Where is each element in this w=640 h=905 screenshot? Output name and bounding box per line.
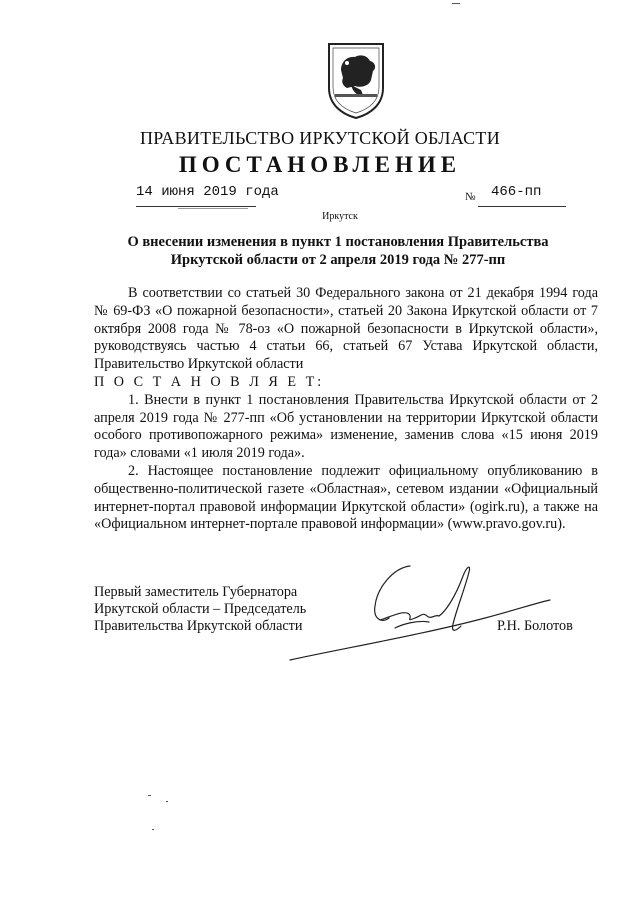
document-type-heading: ПОСТАНОВЛЕНИЕ	[178, 152, 462, 177]
document-date: 14 июня 2019 года	[136, 184, 279, 200]
coat-of-arms-icon	[325, 40, 387, 120]
signer-title-line: Иркутской области – Председатель	[94, 601, 307, 617]
scan-speck	[166, 801, 168, 802]
scan-speck	[148, 795, 151, 796]
item-1-paragraph: 1. Внести в пункт 1 постановления Правительства Иркутской области от 2 апреля 2019 года № 277-пп «Об установлении на территории Иркутской области особого противопожарного режима» изменение, заменив слова «15 июня 2019 года» словами «1 июля 2019 года».	[94, 391, 598, 462]
number-sign: №	[465, 191, 476, 203]
scan-speck	[178, 208, 248, 209]
document-subject: О внесении изменения в пункт 1 постановления Правительства Иркутской области от 2 апреля 2019 года № 277-пп	[127, 234, 549, 268]
government-title: ПРАВИТЕЛЬСТВО ИРКУТСКОЙ ОБЛАСТИ	[139, 128, 501, 148]
signer-title-line: Первый заместитель Губернатора	[94, 584, 298, 600]
signer-title	[94, 584, 306, 635]
city-label: Иркутск	[322, 211, 358, 222]
signer-name: Р.Н. Болотов	[497, 618, 573, 634]
signer-title-line: Правительства Иркутской области	[94, 618, 303, 634]
document-body	[94, 285, 598, 534]
scan-speck	[452, 3, 460, 4]
scan-speck	[152, 829, 154, 830]
handwritten-signature	[285, 558, 555, 668]
preamble-paragraph: В соответствии со статьей 30 Федерального закона от 21 декабря 1994 года № 69-ФЗ «О пожарной безопасности», статьей 20 Закона Иркутской области от 7 октября 2008 года № 78-оз «О пожарной безопасности в Иркутской области», руководствуясь частью 4 статьи 66, статьей 67 Устава Иркутской области, Правительство Иркутской области	[94, 285, 598, 373]
document-number: 466-пп	[491, 184, 542, 200]
decree-word: П О С Т А Н О В Л Я Е Т:	[94, 373, 325, 390]
item-2-paragraph: 2. Настоящее постановление подлежит официальному опубликованию в общественно-политической газете «Областная», сетевом издании «Официальный интернет-портал правовой информации Иркутской области» (ogirk.ru), а также на «Официальном интернет-портале правовой информации» (www.pravo.gov.ru).	[94, 462, 598, 533]
